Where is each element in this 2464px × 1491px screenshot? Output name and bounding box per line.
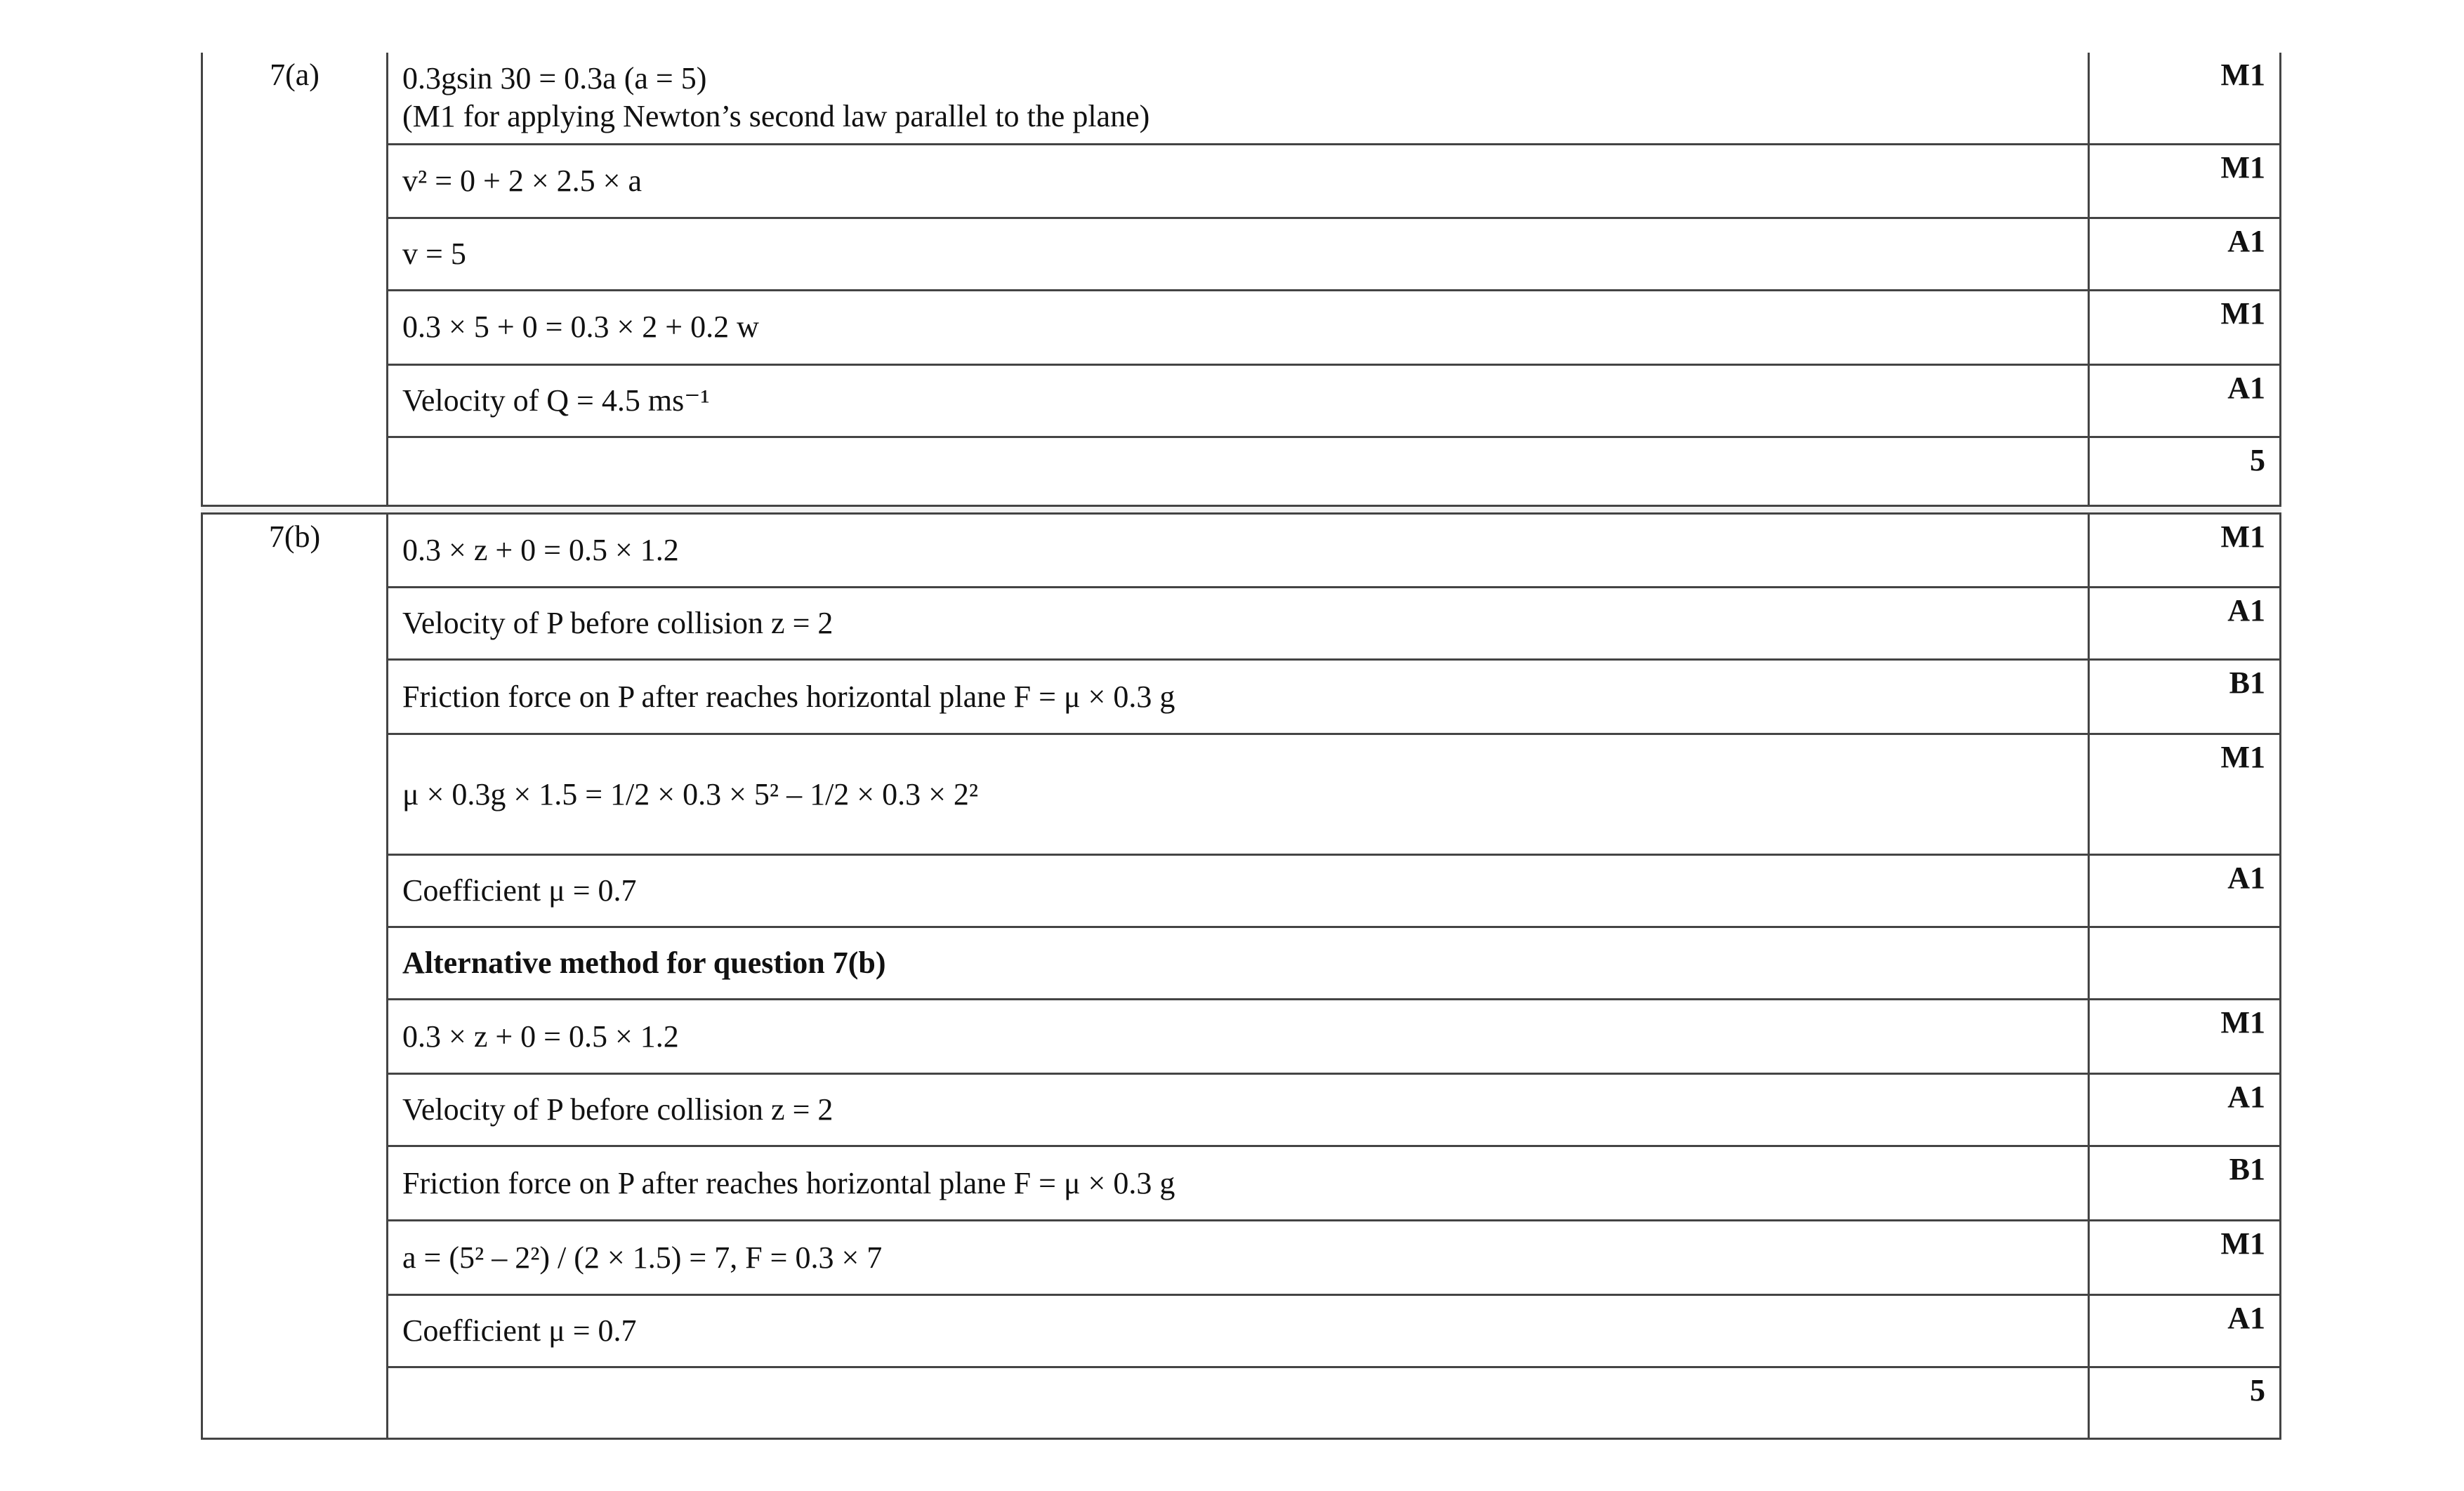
mark-cell: M1 [2089, 1000, 2281, 1074]
answer-cell: a = (5² – 2²) / (2 × 1.5) = 7, F = 0.3 × 7 [388, 1221, 2089, 1295]
answer-cell: Velocity of Q = 4.5 ms⁻¹ [388, 364, 2089, 437]
answer-cell [388, 437, 2089, 508]
mark-cell: A1 [2089, 855, 2281, 927]
mark-cell: M1 [2089, 1221, 2281, 1295]
mark-scheme-table-part-a [201, 53, 2281, 510]
answer-cell: Friction force on P after reaches horizontal plane F = μ × 0.3 g [388, 1146, 2089, 1221]
mark-cell: M1 [2089, 734, 2281, 855]
mark-cell: B1 [2089, 660, 2281, 734]
mark-cell [2089, 927, 2281, 1000]
total-mark-cell: 5 [2089, 437, 2281, 508]
answer-cell: 0.3 × 5 + 0 = 0.3 × 2 + 0.2 w [388, 290, 2089, 364]
mark-scheme-table-part-b [201, 512, 2281, 1440]
answer-cell: Coefficient μ = 0.7 [388, 855, 2089, 927]
mark-cell: B1 [2089, 1146, 2281, 1221]
answer-cell: 0.3 × z + 0 = 0.5 × 1.2 [388, 1000, 2089, 1074]
answer-cell [388, 53, 2089, 144]
answer-cell: Coefficient μ = 0.7 [388, 1295, 2089, 1367]
question-number: 7(b) [202, 514, 388, 1439]
mark-cell: A1 [2089, 218, 2281, 290]
answer-cell: μ × 0.3g × 1.5 = 1/2 × 0.3 × 5² – 1/2 × 0.3 × 2² [388, 734, 2089, 855]
mark-cell: M1 [2089, 514, 2281, 588]
answer-cell: v² = 0 + 2 × 2.5 × a [388, 144, 2089, 218]
mark-cell: M1 [2089, 53, 2281, 144]
mark-cell: M1 [2089, 290, 2281, 364]
question-number: 7(a) [202, 53, 388, 508]
answer-cell: Velocity of P before collision z = 2 [388, 1074, 2089, 1146]
answer-note: (M1 for applying Newton’s second law parallel to the plane) [402, 99, 1150, 134]
answer-cell: v = 5 [388, 218, 2089, 290]
answer-cell: Velocity of P before collision z = 2 [388, 588, 2089, 660]
answer-cell: 0.3 × z + 0 = 0.5 × 1.2 [388, 514, 2089, 588]
mark-cell: A1 [2089, 1074, 2281, 1146]
mark-cell: M1 [2089, 144, 2281, 218]
answer-cell [388, 1367, 2089, 1439]
alternative-method-heading: Alternative method for question 7(b) [388, 927, 2089, 1000]
answer-cell: Friction force on P after reaches horizontal plane F = μ × 0.3 g [388, 660, 2089, 734]
mark-cell: A1 [2089, 364, 2281, 437]
total-mark-cell: 5 [2089, 1367, 2281, 1439]
mark-cell: A1 [2089, 1295, 2281, 1367]
answer-line: 0.3gsin 30 = 0.3a (a = 5) [402, 61, 707, 96]
mark-cell: A1 [2089, 588, 2281, 660]
